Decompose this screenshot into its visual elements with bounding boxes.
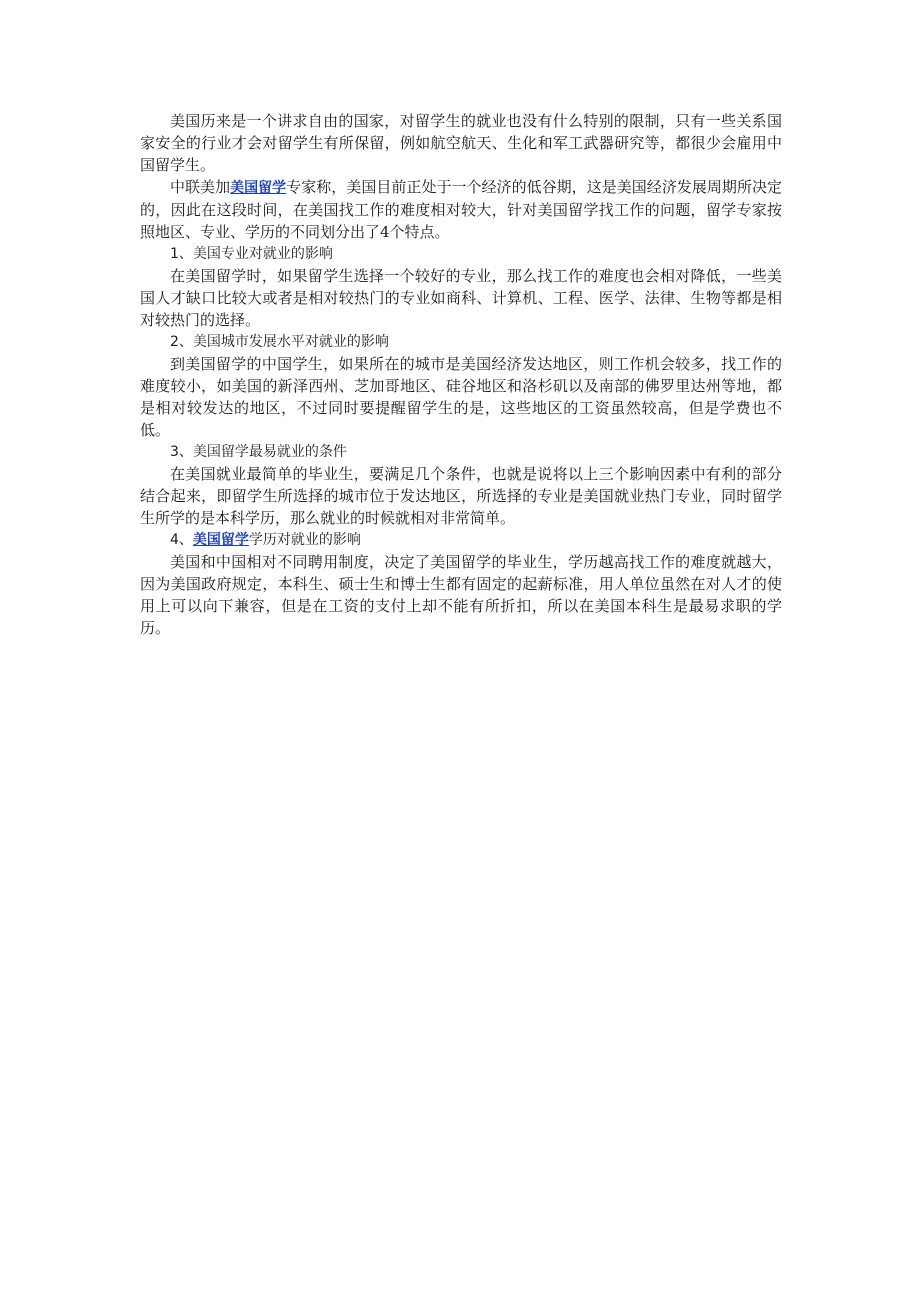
section-heading-major: 1、美国专业对就业的影响 — [170, 246, 333, 262]
paragraph-city: 到美国留学的中国学生，如果所在的城市是美国经济发达地区，则工作机会较多，找工作的难度较小，如美国的新泽西州、芝加哥地区、硅谷地区和洛杉矶以及南部的佛罗里达州等地，都是相对较发达的地区，不过同时要提醒留学生的是，这些地区的工资虽然较高，但是学费也不低。 — [140, 355, 782, 439]
article-body — [140, 110, 782, 639]
paragraph-text: 专家称，美国目前正处于一个经济的低谷期，这是美国经济发展周期所决定的，因此在这段时间，在美国找工作的难度相对较大，针对美国留学找工作的问题，留学专家按照地区、专业、学历的不同划分出了4个特点。 — [140, 178, 782, 241]
paragraph-intro: 美国历来是一个讲求自由的国家，对留学生的就业也没有什么特别的限制，只有一些关系国家安全的行业才会对留学生有所保留，例如航空航天、生化和军工武器研究等，都很少会雇用中国留学生。 — [140, 112, 782, 174]
section-heading-degree — [140, 529, 782, 551]
paragraph-degree: 美国和中国相对不同聘用制度，决定了美国留学的毕业生，学历越高找工作的难度就越大，因为美国政府规定，本科生、硕士生和博士生都有固定的起薪标准，用人单位虽然在对人才的使用上可以向下兼容，但是在工资的支付上却不能有所折扣，所以在美国本科生是最易求职的学历。 — [140, 553, 782, 637]
heading-prefix: 4、 — [170, 532, 193, 548]
heading-suffix: 学历对就业的影响 — [248, 532, 361, 548]
paragraph-conditions: 在美国就业最简单的毕业生，要满足几个条件，也就是说将以上三个影响因素中有利的部分结合起来，即留学生所选择的城市位于发达地区，所选择的专业是美国就业热门专业，同时留学生所学的是本科学历，那么就业的时候就相对非常简单。 — [140, 465, 782, 527]
study-in-us-link[interactable]: 美国留学 — [192, 532, 249, 548]
paragraph-expert-view — [140, 176, 782, 243]
paragraph-major: 在美国留学时，如果留学生选择一个较好的专业，那么找工作的难度也会相对降低，一些美国人才缺口比较大或者是相对较热门的专业如商科、计算机、工程、医学、法律、生物等都是相对较热门的选择。 — [140, 267, 782, 329]
section-heading-conditions: 3、美国留学最易就业的条件 — [170, 444, 347, 460]
paragraph-text: 中联美加 — [170, 178, 231, 196]
section-heading-city: 2、美国城市发展水平对就业的影响 — [170, 334, 389, 350]
study-in-us-link[interactable]: 美国留学 — [230, 180, 287, 196]
